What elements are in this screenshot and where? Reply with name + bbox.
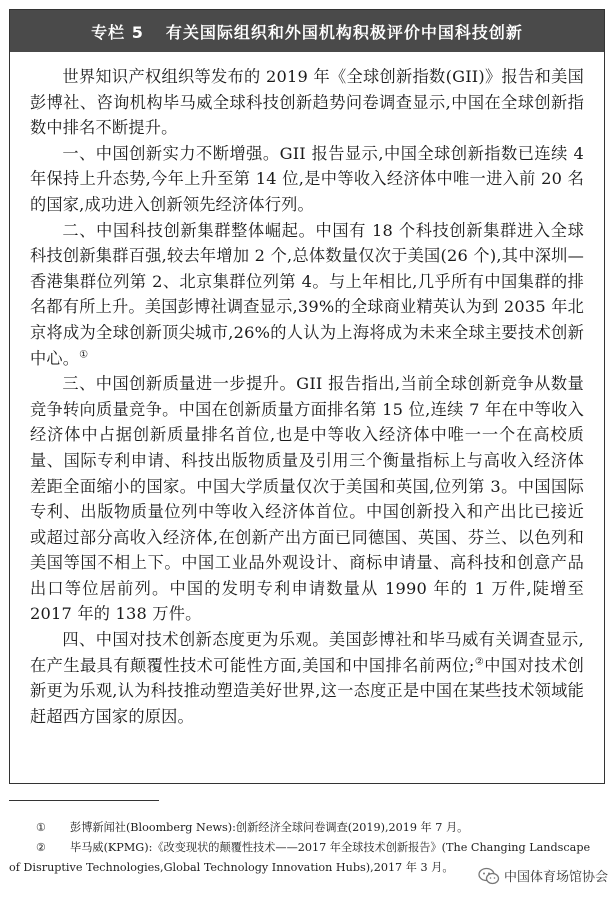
paragraph-1: 一、中国创新实力不断增强。GII 报告显示,中国全球创新指数已连续 4 年保持上升态势,今年上升至第 14 位,是中等收入经济体中唯一进入前 20 名的国家,成功进入创新领先经济体行列。 xyxy=(30,143,584,214)
wechat-icon xyxy=(478,867,500,885)
footnote-ref-1[interactable]: ① xyxy=(79,349,89,361)
watermark-text: 中国体育场馆协会 xyxy=(503,870,608,885)
footnote-2-continued: of Disruptive Technologies,Global Technology Innovation Hubs),2017 年 3 月。 xyxy=(9,861,454,874)
box-header xyxy=(10,10,604,52)
box-body xyxy=(10,52,604,729)
paragraph-4: 四、中国对技术创新态度更为乐观。美国彭博社和毕马威有关调查显示,在产生最具有颠覆性技术可能性方面,美国和中国排名前两位;②中国对技术创新更为乐观,认为科技推动塑造美好世界,这一态度正是中国在某些技术领域能赶超西方国家的原因。 xyxy=(30,630,585,726)
footnote-divider xyxy=(9,800,159,801)
watermark xyxy=(476,866,610,885)
footnote-1: ① 彭博新闻社(Bloomberg News):创新经济全球问卷调查(2019),2019 年 7 月。 xyxy=(36,821,469,834)
box-title: 有关国际组织和外国机构积极评价中国科技创新 xyxy=(165,22,523,42)
paragraph-intro: 世界知识产权组织等发布的 2019 年《全球创新指数(GII)》报告和美国彭博社、咨询机构毕马威全球科技创新趋势问卷调查显示,中国在全球创新指数中排名不断提升。 xyxy=(30,67,584,138)
box-label: 专栏 5 xyxy=(91,22,144,42)
footnote-2: ② 毕马威(KPMG):《改变现状的颠覆性技术——2017 年全球技术创新报告》(The Changing Landscape xyxy=(36,841,591,854)
paragraph-3: 三、中国创新质量进一步提升。GII 报告指出,当前全球创新竞争从数量竞争转向质量竞争。中国在创新质量方面排名第 15 位,连续 7 年在中等收入经济体中占据创新质量排名首位,也是中等收入经济体中唯一一个在高校质量、国际专利申请、科技出版物质量及引用三个衡量指标上与高收入经济体差距全面缩小的国家。中国大学质量仅次于美国和英国,位列第 3。中国国际专利、出版物质量位列中等收入经济体首位。中国创新投入和产出比已接近或超过部分高收入经济体,在创新产出方面已同德国、英国、芬兰、以色列和美国等国不相上下。中国工业品外观设计、商标申请量、高科技和创意产品出口等位居前列。中国的发明专利申请数量从 1990 年的 1 万件,陡增至 2017 年的 138 万件。 xyxy=(30,374,584,624)
footnote-ref-2[interactable]: ② xyxy=(474,656,485,668)
sidebar-box xyxy=(9,9,605,784)
paragraph-2: 二、中国科技创新集群整体崛起。中国有 18 个科技创新集群进入全球科技创新集群百强,较去年增加 2 个,总体数量仅次于美国(26 个),其中深圳—香港集群位列第 2、北京集群位列第 4。与上年相比,几乎所有中国集群的排名都有所上升。美国彭博社调查显示,39%的全球商业精英认为到 2035 年北京将成为全球创新顶尖城市,26%的人认为上海将成为未来全球主要技术创新中心。① xyxy=(30,220,584,368)
